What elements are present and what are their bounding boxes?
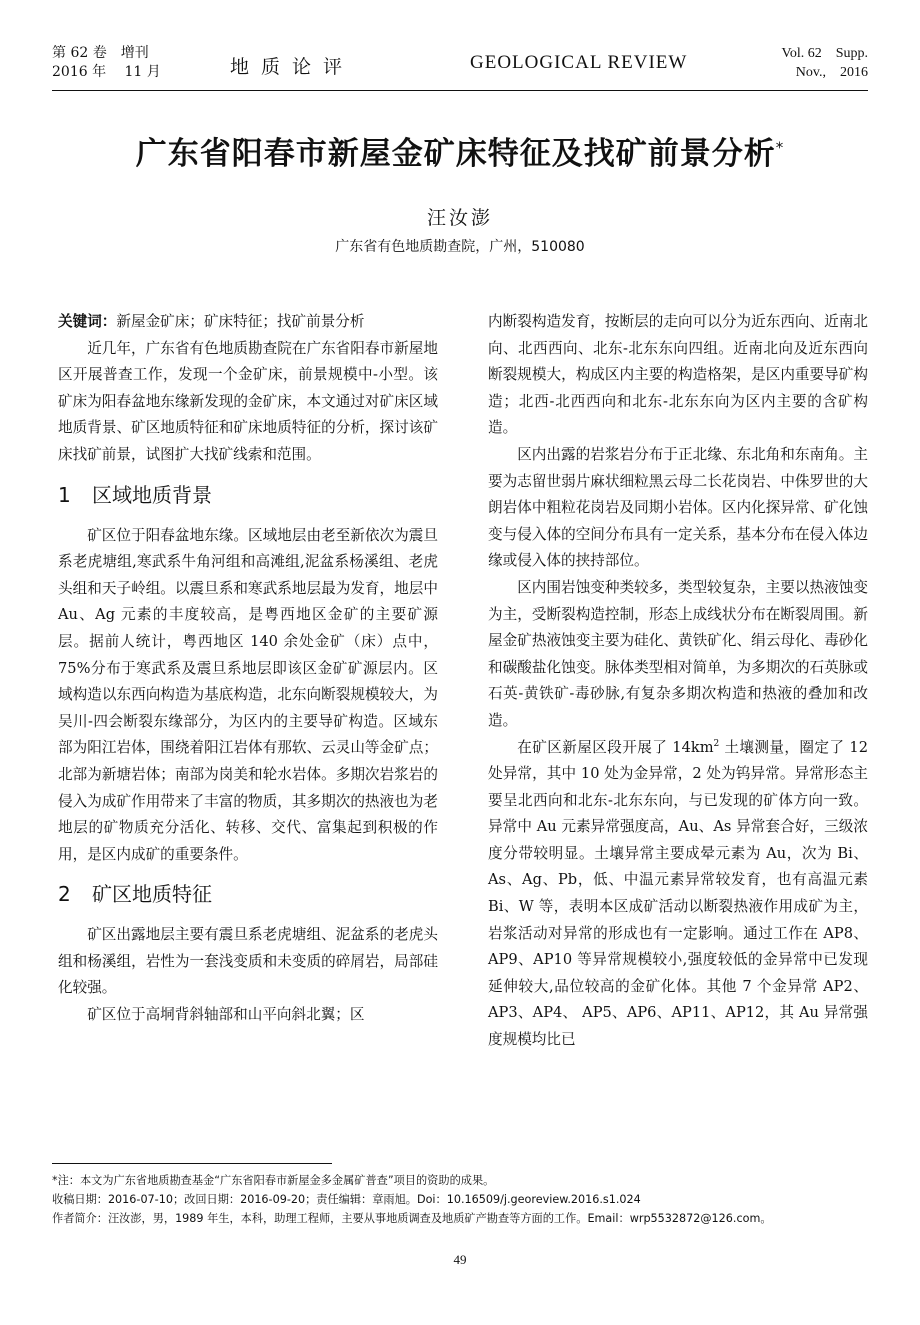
text-run: 在矿区新屋区段开展了 14km <box>517 738 714 756</box>
journal-name-cn: 地质论评 <box>230 56 355 78</box>
paragraph: 矿区位于阳春盆地东缘。区域地层由老至新依次为震旦系老虎塘组,寒武系牛角河组和高滩组,泥盆系杨溪组、老虎头组和天子岭组。以震旦系和寒武系地层最为发育，地层中 Au、Ag 元素的丰度较高，是粤西地区金矿的主要矿源层。据前人统计，粤西地区 140 余处金矿（床）点中，75%分布于寒武系及震旦系地层即该区金矿矿源层内。区域构造以东西向构造为基底构造，北东向断裂规模较大，为吴川-四会断裂东缘部分，为区内的主要导矿构造。区域东部为阳江岩体，围绕着阳江岩体有那软、云灵山等金矿点；北部为新塘岩体；南部为岗美和轮水岩体。多期次岩浆岩的侵入为成矿作用带来了丰富的物质，其多期次的热液也为老地层的矿物质充分活化、转移、交代、富集起到积极的作用，是区内成矿的重要条件。 <box>58 526 438 863</box>
title-text: 广东省阳春市新屋金矿床特征及找矿前景分析 <box>135 136 776 172</box>
paragraph: 区内围岩蚀变种类较多，类型较复杂，主要以热液蚀变为主，受断裂构造控制，形态上成线状分布在断裂周围。新屋金矿热液蚀变主要为硅化、黄铁矿化、绢云母化、毒砂化和碳酸盐化蚀变。脉体类型相对简单，为多期次的石英脉或石英-黄铁矿-毒砂脉,有复杂多期次构造和热液的叠加和改造。 <box>488 578 868 729</box>
dates-note: 收稿日期：2016-07-10；改回日期：2016-09-20；责任编辑：章雨旭。Doi：10.16509/j.georeview.2016.s1.024 <box>52 1193 641 1206</box>
paragraph <box>488 735 868 1054</box>
paragraph: 矿区出露地层主要有震旦系老虎塘组、泥盆系的老虎头组和杨溪组，岩性为一套浅变质和未变质的碎屑岩，局部硅化较强。 <box>58 926 438 997</box>
section-heading-1 <box>58 471 438 519</box>
volume-issue-en <box>782 44 868 82</box>
affiliation: 广东省有色地质勘查院，广州，510080 <box>335 239 585 255</box>
keywords-text: 新屋金矿床；矿床特征；找矿前景分析 <box>116 313 365 330</box>
title-footnote-mark: * <box>775 138 785 157</box>
text-run: 土壤测量，圈定了 12 处异常，其中 10 处为金异常，2 处为钨异常。异常形态主要呈北西向和北东-北东东向，与已发现的矿体方向一致。异常中 Au 元素异常强度高，Au、As 异常套合好，三级浓度分带较明显。土壤异常主要成晕元素为 Au，次为 Bi、As、Ag、Pb，低、中温元素异常较发育，也有高温元素 Bi、W 等，表明本区成矿活动以断裂热液作用成矿为主，岩浆活动对异常的形成也有一定影响。通过工作在 AP8、AP9、AP10 等异常规模较小,强度较低的金异常中已发现延伸较大,品位较高的金矿化体。其他 7 个金异常 AP2、AP3、AP4、 AP5、AP6、AP11、AP12，其 Au 异常强度规模均比已 <box>488 738 868 1049</box>
section-heading-2 <box>58 870 438 918</box>
volume-line-en: Vol. 62 Supp. <box>781 46 868 61</box>
volume-issue <box>52 44 161 82</box>
footnotes <box>52 1171 868 1228</box>
funding-note: *注：本文为广东省地质勘查基金“广东省阳春市新屋金多金属矿普查”项目的资助的成果。 <box>52 1174 495 1187</box>
paragraph-continued: 内断裂构造发育，按断层的走向可以分为近东西向、近南北向、北西西向、北东-北东东向四组。近南北向及近东西向断裂规模大，构成区内主要的构造格架，是区内重要导矿构造；北西-北西西向和北东-北东东向为区内主要的含矿构造。 <box>488 313 868 437</box>
intro-paragraph: 近几年，广东省有色地质勘查院在广东省阳春市新屋地区开展普查工作，发现一个金矿床，前景规模中-小型。该矿床为阳春盆地东缘新发现的金矿床，本文通过对矿床区域地质背景、矿区地质特征和矿床地质特征的分析，探讨该矿床找矿前景，试图扩大找矿线索和范围。 <box>58 339 438 463</box>
volume-line: 第 62 卷 增刊 <box>52 45 149 61</box>
keywords-label: 关键词： <box>58 313 117 330</box>
paragraph: 区内出露的岩浆岩分布于正北缘、东北角和东南角。主要为志留世弱片麻状细粒黑云母二长花岗岩、中侏罗世的大朗岩体中粗粒花岗岩及同期小岩体。区内化探异常、矿化蚀变与侵入体的空间分布具有一定关系，基本分布在侵入体边缘或侵入体的挟持部位。 <box>488 445 868 570</box>
keywords <box>58 309 438 336</box>
author-bio: 作者简介：汪汝澎，男，1989 年生，本科，助理工程师，主要从事地质调查及地质矿产勘查等方面的工作。Email：wrp5532872@126.com。 <box>52 1212 772 1225</box>
date-line: 2016 年 11 月 <box>52 64 161 80</box>
date-line-en: Nov., 2016 <box>795 65 868 80</box>
journal-name-en: GEOLOGICAL REVIEW <box>470 52 688 73</box>
article-title <box>0 128 920 173</box>
section-title: 矿区地质特征 <box>92 882 212 907</box>
footnote-rule <box>52 1163 332 1164</box>
running-header <box>52 44 868 96</box>
header-rule <box>52 90 868 91</box>
section-number: 1 <box>58 482 71 507</box>
left-column <box>58 309 438 1029</box>
page-number: 49 <box>453 1252 467 1267</box>
section-number: 2 <box>58 882 71 907</box>
section-title: 区域地质背景 <box>92 482 212 507</box>
paragraph: 矿区位于高垌背斜轴部和山平向斜北翼；区 <box>87 1006 365 1024</box>
right-column <box>488 309 868 1054</box>
author: 汪汝澎 <box>426 207 493 229</box>
superscript: 2 <box>713 738 720 749</box>
